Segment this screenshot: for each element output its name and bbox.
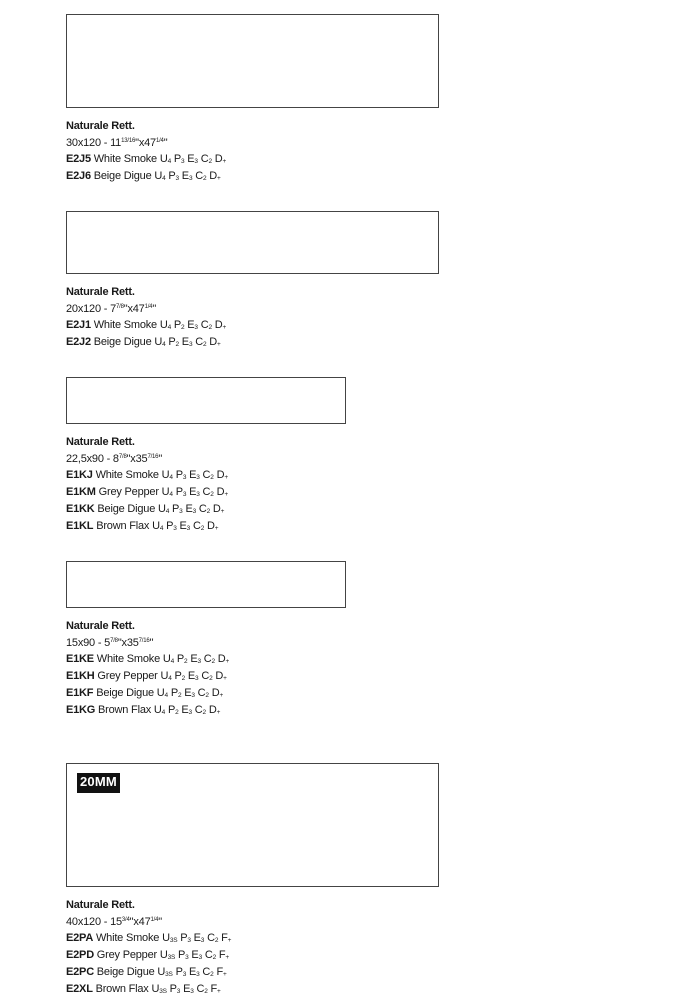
spec-letter: E xyxy=(185,502,193,515)
spec-index: + xyxy=(227,937,232,945)
product-code: E2PD xyxy=(66,949,94,962)
product-row xyxy=(66,467,228,484)
product-block xyxy=(66,434,228,534)
spec-index: 3 xyxy=(196,474,200,482)
spec-letter: C xyxy=(195,336,203,349)
spec-index: 4 xyxy=(159,524,164,532)
tile-image-15x90 xyxy=(66,561,346,608)
product-row xyxy=(66,317,226,334)
spec-letter: P xyxy=(173,153,181,166)
spec-index: 4 xyxy=(170,658,175,666)
product-name: White Smoke xyxy=(93,319,157,332)
spec-letter: P xyxy=(167,703,176,716)
product-row xyxy=(66,964,231,981)
spec-index: 2 xyxy=(202,341,207,349)
size-fraction: 1/4 xyxy=(150,916,159,923)
spec-letter: U xyxy=(153,703,162,716)
spec-index: 2 xyxy=(210,474,214,482)
spec-index: 2 xyxy=(181,324,185,332)
finish-label: Naturale Rett. xyxy=(66,436,135,448)
spec-letter: D xyxy=(214,153,223,166)
product-code: E1KL xyxy=(66,519,94,532)
spec-letter: U xyxy=(154,336,163,349)
spec-index: 4 xyxy=(168,675,172,683)
spec-letter: U xyxy=(161,469,170,482)
spec-index: 4 xyxy=(167,324,171,332)
product-row xyxy=(66,501,228,518)
spec-letter: P xyxy=(175,965,183,978)
spec-letter: U xyxy=(160,670,169,683)
finish-label: Naturale Rett. xyxy=(66,120,135,132)
size-end: " xyxy=(163,136,168,149)
product-name: Beige Digue xyxy=(96,686,154,699)
spec-index: 3 xyxy=(182,491,187,499)
product-name: Beige Digue xyxy=(93,336,152,349)
product-code: E1KF xyxy=(66,686,94,699)
spec-letter: C xyxy=(200,153,209,166)
classification-spec xyxy=(162,486,228,498)
spec-index: 3 xyxy=(187,937,191,945)
product-name: White Smoke xyxy=(95,932,160,945)
classification-spec xyxy=(162,932,231,944)
spec-letter: P xyxy=(169,982,177,995)
spec-index: 3 xyxy=(182,970,187,978)
spec-index: 3 xyxy=(173,524,177,532)
spec-index: + xyxy=(216,708,221,716)
spec-index: + xyxy=(217,341,221,349)
spec-letter: E xyxy=(193,932,201,945)
spec-index: 3 xyxy=(185,954,189,962)
spec-letter: C xyxy=(204,949,213,962)
spec-index: 2 xyxy=(175,341,179,349)
spec-index: 3 xyxy=(186,524,191,532)
size-mid: "x35 xyxy=(126,452,148,465)
spec-letter: D xyxy=(215,670,224,683)
spec-letter: U xyxy=(158,502,166,515)
spec-letter: C xyxy=(197,686,206,699)
spec-letter: E xyxy=(187,319,195,332)
spec-index: 2 xyxy=(210,491,214,499)
spec-index: 2 xyxy=(206,507,211,515)
spec-letter: F xyxy=(221,932,228,945)
size-label xyxy=(66,451,228,468)
spec-letter: E xyxy=(183,982,191,995)
size-label xyxy=(66,635,229,652)
product-name: White Smoke xyxy=(95,469,159,482)
size-end: " xyxy=(152,302,157,315)
spec-index: 3 xyxy=(188,341,193,349)
spec-letter: P xyxy=(166,519,174,532)
spec-letter: F xyxy=(218,949,226,962)
spec-letter: U xyxy=(159,153,168,166)
spec-letter: P xyxy=(175,469,183,482)
classification-spec xyxy=(152,520,218,532)
size-mid: "x47 xyxy=(135,136,156,149)
classification-spec xyxy=(163,653,229,665)
spec-index: + xyxy=(225,954,230,962)
classification-spec xyxy=(160,670,226,682)
tile-image-40x120 xyxy=(66,763,439,887)
product-name: Beige Digue xyxy=(97,502,156,515)
size-mid: "x47 xyxy=(123,302,145,315)
spec-letter: P xyxy=(174,670,182,683)
spec-index: 2 xyxy=(204,987,208,995)
spec-letter: U xyxy=(162,653,171,666)
classification-spec xyxy=(154,704,220,716)
spec-index: 3 xyxy=(195,675,199,683)
spec-index: 4 xyxy=(165,507,170,515)
spec-letter: E xyxy=(179,519,187,532)
spec-index: 4 xyxy=(162,175,166,183)
spec-letter: C xyxy=(196,982,205,995)
product-row xyxy=(66,168,226,185)
spec-letter: D xyxy=(216,486,225,499)
spec-index: 3 xyxy=(190,987,194,995)
size-fraction: 7/8 xyxy=(115,303,124,310)
classification-spec xyxy=(160,153,226,165)
spec-letter: F xyxy=(216,965,223,978)
spec-letter: E xyxy=(191,949,199,962)
spec-index: 3 xyxy=(188,708,192,716)
spec-letter: D xyxy=(214,319,223,332)
spec-letter: D xyxy=(216,469,225,482)
product-code: E1KM xyxy=(66,486,96,499)
size-main: 40x120 - 15 xyxy=(66,915,122,928)
spec-letter: U xyxy=(159,319,168,332)
spec-letter: P xyxy=(170,686,178,699)
spec-index: 2 xyxy=(209,675,213,683)
product-code: E2XL xyxy=(66,982,93,995)
size-fraction: 7/8 xyxy=(118,453,127,460)
product-block xyxy=(66,897,231,997)
size-label xyxy=(66,914,231,931)
product-code: E2J2 xyxy=(66,336,91,349)
product-name: Beige Digue xyxy=(93,170,152,183)
spec-index: 2 xyxy=(175,708,179,716)
spec-letter: E xyxy=(184,686,192,699)
size-main: 15x90 - 5 xyxy=(66,636,111,649)
size-main: 22,5x90 - 8 xyxy=(66,452,119,465)
spec-letter: E xyxy=(187,670,196,683)
spec-index: + xyxy=(224,474,228,482)
product-name: White Smoke xyxy=(96,653,161,666)
spec-letter: E xyxy=(189,486,197,499)
spec-letter: U xyxy=(151,982,160,995)
product-row xyxy=(66,334,226,351)
size-end: " xyxy=(158,915,162,928)
spec-letter: F xyxy=(210,982,218,995)
product-code: E2J1 xyxy=(66,319,91,332)
spec-index: + xyxy=(217,987,221,995)
product-block xyxy=(66,618,229,718)
classification-spec xyxy=(160,949,229,961)
spec-index: 2 xyxy=(202,708,206,716)
product-row xyxy=(66,484,228,501)
spec-index: + xyxy=(222,158,227,166)
size-mid: "x35 xyxy=(117,636,139,649)
spec-letter: D xyxy=(208,703,217,716)
spec-letter: E xyxy=(181,336,189,349)
product-name: Brown Flax xyxy=(96,519,150,532)
spec-index: 3S xyxy=(169,937,178,945)
spec-letter: C xyxy=(203,653,212,666)
product-row xyxy=(66,702,229,719)
spec-index: + xyxy=(223,675,227,683)
spec-letter: D xyxy=(209,170,217,183)
spec-index: + xyxy=(224,491,228,499)
spec-letter: C xyxy=(202,965,211,978)
spec-index: + xyxy=(219,691,224,699)
size-fraction: 1/4 xyxy=(155,137,164,144)
size-fraction: 3/4 xyxy=(121,916,130,923)
spec-index: 2 xyxy=(200,524,205,532)
spec-letter: C xyxy=(201,670,210,683)
size-fraction: 1/4 xyxy=(144,303,153,310)
spec-letter: P xyxy=(173,319,181,332)
spec-index: 3 xyxy=(175,175,179,183)
spec-letter: U xyxy=(154,170,163,183)
spec-index: 3 xyxy=(179,507,183,515)
spec-index: 4 xyxy=(161,708,166,716)
classification-spec xyxy=(154,336,220,348)
spec-letter: E xyxy=(188,965,197,978)
spec-letter: P xyxy=(168,336,176,349)
spec-letter: U xyxy=(161,486,170,499)
product-name: Grey Pepper xyxy=(97,670,158,683)
spec-index: 3 xyxy=(192,507,197,515)
spec-index: 3 xyxy=(191,691,195,699)
spec-index: 4 xyxy=(169,474,173,482)
spec-letter: P xyxy=(168,170,176,183)
spec-index: 3 xyxy=(197,658,201,666)
classification-spec xyxy=(158,503,224,515)
size-end: " xyxy=(158,452,163,465)
spec-index: + xyxy=(214,524,219,532)
product-block xyxy=(66,118,226,185)
spec-letter: U xyxy=(152,519,160,532)
finish-label: Naturale Rett. xyxy=(66,899,135,911)
product-row xyxy=(66,685,229,702)
product-name: White Smoke xyxy=(93,153,157,166)
spec-index: 3 xyxy=(194,158,198,166)
spec-index: 3 xyxy=(198,954,202,962)
product-row xyxy=(66,930,231,947)
spec-letter: D xyxy=(206,519,215,532)
spec-index: 3 xyxy=(188,175,193,183)
product-code: E1KG xyxy=(66,703,96,716)
spec-index: + xyxy=(225,658,230,666)
classification-spec xyxy=(160,319,226,331)
product-name: Brown Flax xyxy=(95,982,149,995)
spec-letter: C xyxy=(200,319,209,332)
spec-index: 3 xyxy=(196,970,200,978)
spec-letter: D xyxy=(217,653,226,666)
spec-letter: C xyxy=(195,170,203,183)
spec-index: 3 xyxy=(196,491,200,499)
spec-index: 2 xyxy=(181,675,186,683)
spec-index: 2 xyxy=(202,175,207,183)
size-mid: "x47 xyxy=(129,915,151,928)
spec-index: 3 xyxy=(176,987,181,995)
product-name: Grey Pepper xyxy=(96,949,157,962)
spec-letter: P xyxy=(178,949,186,962)
spec-index: 3 xyxy=(200,937,205,945)
spec-index: 2 xyxy=(208,324,212,332)
spec-index: 2 xyxy=(210,970,214,978)
spec-index: + xyxy=(217,175,221,183)
spec-letter: C xyxy=(192,519,201,532)
spec-letter: U xyxy=(159,949,168,962)
classification-spec xyxy=(151,983,220,995)
spec-letter: D xyxy=(212,502,221,515)
spec-index: 2 xyxy=(211,658,215,666)
spec-letter: D xyxy=(209,336,217,349)
spec-letter: C xyxy=(194,703,203,716)
spec-letter: U xyxy=(157,965,166,978)
tile-image-20x120 xyxy=(66,211,439,274)
product-row xyxy=(66,518,228,535)
product-block xyxy=(66,284,226,351)
spec-index: 3S xyxy=(159,987,167,995)
classification-spec xyxy=(157,687,223,699)
thickness-badge: 20MM xyxy=(77,773,120,793)
classification-spec xyxy=(157,966,226,978)
tile-image-22x90 xyxy=(66,377,346,424)
spec-letter: D xyxy=(211,686,220,699)
spec-index: 2 xyxy=(208,158,212,166)
size-fraction: 7/16 xyxy=(138,637,150,644)
product-row xyxy=(66,651,229,668)
product-row xyxy=(66,668,229,685)
spec-letter: C xyxy=(202,486,211,499)
size-fraction: 13/16 xyxy=(121,137,136,144)
size-main: 20x120 - 7 xyxy=(66,302,116,315)
spec-letter: C xyxy=(198,502,207,515)
spec-index: 3 xyxy=(182,474,187,482)
product-code: E1KH xyxy=(66,670,95,683)
spec-letter: P xyxy=(180,932,188,945)
size-label xyxy=(66,135,226,152)
spec-letter: E xyxy=(189,469,197,482)
classification-spec xyxy=(162,469,228,481)
spec-letter: C xyxy=(202,469,211,482)
product-code: E2J6 xyxy=(66,170,91,183)
spec-index: 3S xyxy=(165,970,173,978)
spec-letter: E xyxy=(187,153,195,166)
spec-letter: U xyxy=(156,686,165,699)
spec-index: + xyxy=(222,970,227,978)
spec-index: 3 xyxy=(181,158,185,166)
size-end: " xyxy=(149,636,154,649)
product-name: Brown Flax xyxy=(98,703,152,716)
size-fraction: 7/8 xyxy=(110,637,118,644)
spec-index: + xyxy=(222,324,227,332)
spec-letter: E xyxy=(181,703,189,716)
spec-index: 4 xyxy=(164,691,168,699)
product-code: E2J5 xyxy=(66,153,91,166)
spec-index: 4 xyxy=(162,341,166,349)
spec-index: 4 xyxy=(169,491,173,499)
spec-index: + xyxy=(220,507,225,515)
spec-letter: P xyxy=(176,653,185,666)
spec-index: 4 xyxy=(167,158,171,166)
product-code: E1KE xyxy=(66,653,94,666)
spec-letter: U xyxy=(162,932,170,945)
product-code: E2PA xyxy=(66,932,94,945)
product-name: Grey Pepper xyxy=(98,486,159,499)
spec-letter: P xyxy=(172,502,180,515)
spec-index: 2 xyxy=(212,954,217,962)
spec-index: 3S xyxy=(167,954,176,962)
size-fraction: 7/16 xyxy=(147,453,159,460)
spec-letter: E xyxy=(181,170,189,183)
spec-index: 2 xyxy=(214,937,219,945)
product-row xyxy=(66,947,231,964)
spec-index: 3 xyxy=(194,324,198,332)
spec-index: 2 xyxy=(177,691,182,699)
classification-spec xyxy=(154,170,220,182)
product-code: E1KK xyxy=(66,502,95,515)
tile-image-30x120 xyxy=(66,14,439,108)
product-code: E1KJ xyxy=(66,469,93,482)
spec-index: 2 xyxy=(184,658,188,666)
size-main: 30x120 - 11 xyxy=(66,136,122,149)
spec-letter: P xyxy=(175,486,183,499)
spec-letter: E xyxy=(190,653,198,666)
product-row xyxy=(66,151,226,168)
spec-index: 2 xyxy=(205,691,209,699)
size-label xyxy=(66,301,226,318)
product-name: Beige Digue xyxy=(96,965,155,978)
finish-label: Naturale Rett. xyxy=(66,286,135,298)
finish-label: Naturale Rett. xyxy=(66,620,135,632)
product-code: E2PC xyxy=(66,965,94,978)
spec-letter: C xyxy=(207,932,215,945)
